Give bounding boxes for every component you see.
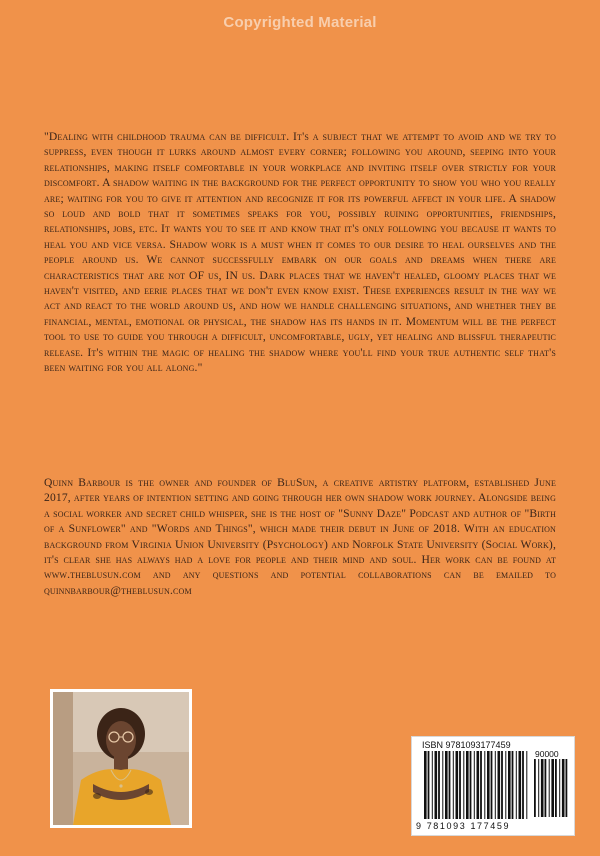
barcode-bar	[432, 751, 433, 819]
barcode-bar	[522, 751, 524, 819]
author-photo	[50, 689, 192, 828]
barcode-bar	[456, 751, 459, 819]
barcode-bar	[562, 759, 565, 817]
barcode-bar	[428, 751, 430, 819]
barcode-bar	[459, 751, 461, 819]
price-addon-barcode	[534, 759, 568, 817]
barcode-bar	[545, 759, 547, 817]
barcode-bar	[526, 751, 527, 819]
barcode-bar	[512, 751, 514, 819]
barcode-bar	[551, 759, 554, 817]
barcode-bar	[470, 751, 472, 819]
barcode-bar	[541, 759, 544, 817]
barcode-bar	[477, 751, 480, 819]
barcode-bar	[549, 759, 550, 817]
barcode-bar	[516, 751, 517, 819]
barcode-bar	[449, 751, 451, 819]
barcode-bar	[466, 751, 469, 819]
barcode-bar	[501, 751, 503, 819]
barcode-bar	[463, 751, 464, 819]
author-bio: Quinn Barbour is the owner and founder of BluSun, a creative artistry platform, established June 2017, after years of intention setting and going through her own shadow work journey. Alongside being a social worker and secret child whisper, she is the host of "Sunny Daze" Podcast and author of "Birth of a Sunflower" and "Words and Things", which made their debut in June of 2018. With an education background from Virginia Union University (Psychology) and Norfolk State University (Social Work), it's clear she has always had a love for people and their mind and soul. Her work can be found at www.theblusun.com and any questions and potential collaborations can be emailed to quinnbarbour@theblusun.com	[44, 476, 556, 597]
barcode-bar	[453, 751, 454, 819]
barcode-bar	[538, 759, 539, 817]
isbn-label: ISBN 9781093177459	[422, 740, 511, 750]
barcode-digits: 9 781093 177459	[416, 821, 511, 831]
book-blurb-quote: "Dealing with childhood trauma can be difficult. It's a subject that we attempt to avoid and we try to suppress, even though it lurks around almost every corner; following you around, seeping into your relationships, making itself comfortable in your workplace and inviting itself over strictly for your discomfort. A shadow waiting in the background for the perfect opportunity to show you who you really are; waiting for you to give it attention and recognize it for its powerful affect in your life. A shadow so loud and bold that it sometimes speaks for you, possibly ruining opportunities, friendships, relationships, jobs, etc. It wants you to see it and know that it's only following you because it wants to heal you and vice versa. Shadow work is a must when it comes to our desire to heal ourselves and the people around us. We cannot successfully embark on our goals and dreams when there are characteristics that are not OF us, IN us. Dark places that we haven't healed, gloomy places that we haven't visited, and eerie places that we don't even know exist. These experiences result in the way we act and react to the world around us, and how we handle challenging situations, and whether they be financial, mental, emotional or physical, the shadow has its hands in it. Momentum will be the perfect tool to use to guide you through a difficult, uncomfortable, ugly, yet healing and blissful therapeutic release. It's within the magic of healing the shadow where you'll find your true authentic self that's been waiting for you all along."	[44, 130, 556, 375]
isbn-barcode-box	[411, 736, 575, 836]
barcode-bar	[480, 751, 482, 819]
barcode-bar	[442, 751, 443, 819]
barcode-bar	[484, 751, 485, 819]
barcode-bar	[491, 751, 493, 819]
barcode-bar	[505, 751, 506, 819]
barcode-bar	[438, 751, 440, 819]
price-code: 90000	[535, 749, 559, 759]
copyright-watermark: Copyrighted Material	[223, 14, 377, 31]
barcode-bar	[555, 759, 557, 817]
barcode-bar	[566, 759, 568, 817]
ean-barcode	[424, 751, 528, 819]
barcode-bar	[534, 759, 536, 817]
barcode-bar	[424, 751, 427, 819]
barcode-bar	[435, 751, 438, 819]
barcode-bar	[487, 751, 490, 819]
author-portrait-image	[53, 692, 189, 825]
barcode-bar	[474, 751, 475, 819]
barcode-bar	[519, 751, 522, 819]
barcode-bar	[498, 751, 501, 819]
barcode-bar	[559, 759, 560, 817]
barcode-bar	[508, 751, 511, 819]
barcode-bar	[495, 751, 496, 819]
barcode-bar	[445, 751, 448, 819]
